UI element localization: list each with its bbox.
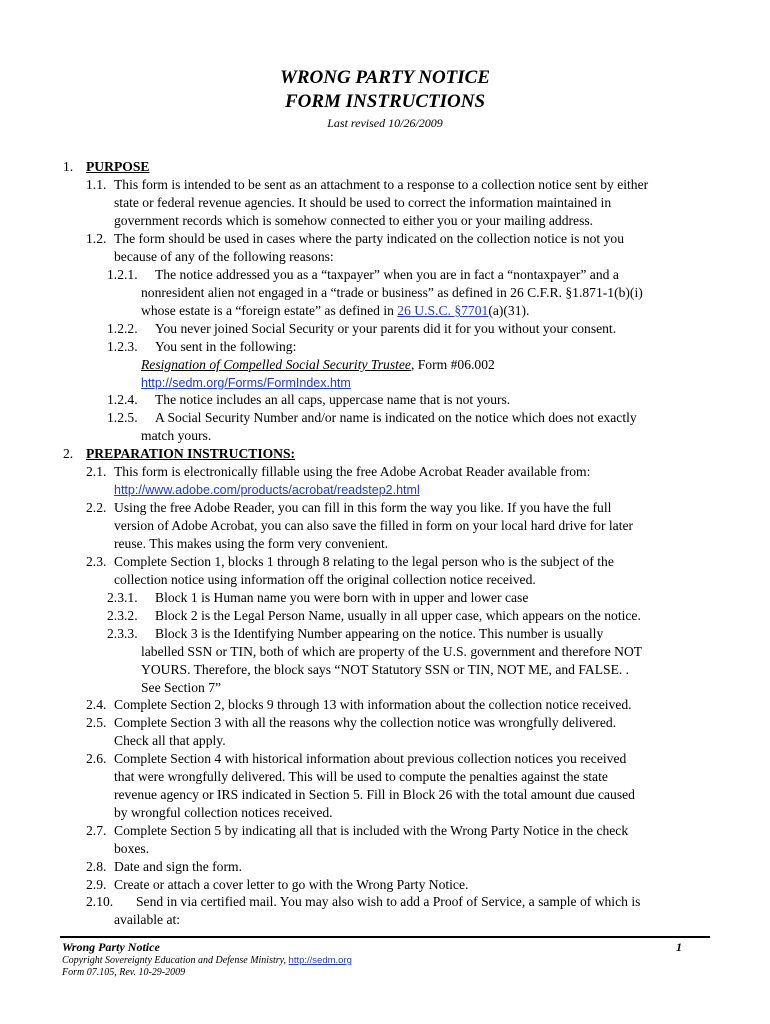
item-1-2-2-text: You never joined Social Security or your parents did it for you without your consent. xyxy=(155,321,617,336)
item-1-2-5-text: A Social Security Number and/or name is indicated on the notice which does not exactly xyxy=(155,410,637,425)
item-2-5-text: Complete Section 3 with all the reasons why the collection notice was wrongfully delivered. xyxy=(114,715,617,730)
item-2-10-text: Send in via certified mail. You may also wish to add a Proof of Service, a sample of which is xyxy=(136,894,641,909)
item-2-3-text: collection notice using information off the original collection notice received. xyxy=(114,572,536,587)
item-1-2-1-text-part: whose estate is a “foreign estate” as defined in xyxy=(141,303,398,318)
item-1-2-3-text: You sent in the following: xyxy=(155,339,297,354)
item-1-2-number: 1.2. xyxy=(86,231,107,246)
item-1-2-1-text-part: (a)(31). xyxy=(488,303,530,318)
item-1-2-text: because of any of the following reasons: xyxy=(114,249,334,264)
item-1-2-4-number: 1.2.4. xyxy=(107,392,138,407)
section-2-number: 2. xyxy=(63,446,74,461)
item-2-3-3-text: YOURS. Therefore, the block says “NOT Statutory SSN or TIN, NOT ME, and FALSE. . xyxy=(141,662,630,677)
item-2-7-text: Complete Section 5 by indicating all that is included with the Wrong Party Notice in the check xyxy=(114,823,629,838)
item-2-7-number: 2.7. xyxy=(86,823,107,838)
item-2-3-3-text: labelled SSN or TIN, both of which are property of the U.S. government and therefore NOT xyxy=(141,644,643,659)
document-subtitle: FORM INSTRUCTIONS xyxy=(284,91,486,112)
item-2-8-number: 2.8. xyxy=(86,859,107,874)
document-title: WRONG PARTY NOTICE xyxy=(279,67,491,88)
form-number-ref: , Form #06.002 xyxy=(410,357,495,372)
item-2-6-text: by wrongful collection notices received. xyxy=(114,805,333,820)
item-2-3-number: 2.3. xyxy=(86,554,107,569)
item-2-2-text: Using the free Adobe Reader, you can fill in this form the way you like. If you have the full xyxy=(114,500,612,515)
item-1-2-3-form-ref xyxy=(141,356,495,374)
footer-divider xyxy=(60,936,710,938)
item-2-5-number: 2.5. xyxy=(86,715,107,730)
section-1-heading: PURPOSE xyxy=(86,159,150,174)
item-2-4-number: 2.4. xyxy=(86,697,107,712)
item-2-3-2-text: Block 2 is the Legal Person Name, usually in all upper case, which appears on the notice. xyxy=(155,608,641,623)
item-2-10-text: available at: xyxy=(114,912,181,927)
section-1-number: 1. xyxy=(63,159,74,174)
footer-title: Wrong Party Notice xyxy=(62,940,160,954)
footer-copyright xyxy=(62,955,352,967)
item-2-4-text: Complete Section 2, blocks 9 through 13 with information about the collection notice received. xyxy=(114,697,632,712)
item-1-2-text: The form should be used in cases where the party indicated on the collection notice is not you xyxy=(114,231,624,246)
item-1-1-text: state or federal revenue agencies. It should be used to correct the information maintained in xyxy=(114,195,612,210)
item-2-6-text: revenue agency or IRS indicated in Section 5. Fill in Block 26 with the total amount due caused xyxy=(114,787,635,802)
item-2-1-number: 2.1. xyxy=(86,464,107,479)
copyright-text: Copyright Sovereignty Education and Defense Ministry, xyxy=(62,955,289,966)
item-1-2-1-text: nonresident alien not engaged in a “trade or business” as defined in 26 C.F.R. §1.871-1(b)(i) xyxy=(141,285,643,300)
item-2-2-text: version of Adobe Acrobat, you can also save the filled in form on your local hard drive for later xyxy=(114,518,634,533)
item-2-10-number: 2.10. xyxy=(86,894,114,909)
item-2-1-text: This form is electronically fillable using the free Adobe Acrobat Reader available from: xyxy=(114,464,591,479)
item-2-3-text: Complete Section 1, blocks 1 through 8 relating to the legal person who is the subject of the xyxy=(114,554,614,569)
item-2-6-number: 2.6. xyxy=(86,751,107,766)
item-1-2-4-text: The notice includes an all caps, uppercase name that is not yours. xyxy=(155,392,511,407)
item-2-8-text: Date and sign the form. xyxy=(114,859,242,874)
item-1-2-1-text: The notice addressed you as a “taxpayer” when you are in fact a “nontaxpayer” and a xyxy=(155,267,619,282)
item-1-2-3-number: 1.2.3. xyxy=(107,339,138,354)
item-2-9-text: Create or attach a cover letter to go with the Wrong Party Notice. xyxy=(114,877,469,892)
item-2-6-text: that were wrongfully delivered. This will be used to compute the penalties against the state xyxy=(114,769,608,784)
item-2-3-3-text: See Section 7” xyxy=(141,680,222,695)
item-1-1-number: 1.1. xyxy=(86,177,107,192)
item-1-2-1-text xyxy=(141,302,529,320)
section-2-heading: PREPARATION INSTRUCTIONS: xyxy=(86,446,296,461)
item-1-1-text: This form is intended to be sent as an attachment to a response to a collection notice sent by either xyxy=(114,177,649,192)
sedm-home-link[interactable]: http://sedm.org xyxy=(288,955,352,966)
item-1-2-2-number: 1.2.2. xyxy=(107,321,138,336)
item-1-2-5-text: match yours. xyxy=(141,428,212,443)
item-1-1-text: government records which is somehow connected to either you or your mailing address. xyxy=(114,213,594,228)
item-2-7-text: boxes. xyxy=(114,841,150,856)
item-2-5-text: Check all that apply. xyxy=(114,733,226,748)
footer-form-number: Form 07.105, Rev. 10-29-2009 xyxy=(62,967,186,978)
sedm-forms-link[interactable]: http://sedm.org/Forms/FormIndex.htm xyxy=(141,376,351,390)
item-2-3-1-number: 2.3.1. xyxy=(107,590,138,605)
page-number: 1 xyxy=(676,940,682,954)
usc-7701-link[interactable]: 26 U.S.C. §7701 xyxy=(397,303,489,318)
item-2-6-text: Complete Section 4 with historical information about previous collection notices you received xyxy=(114,751,627,766)
item-2-3-2-number: 2.3.2. xyxy=(107,608,138,623)
item-2-3-3-text: Block 3 is the Identifying Number appearing on the notice. This number is usually xyxy=(155,626,604,641)
last-revised-date: Last revised 10/26/2009 xyxy=(327,116,443,130)
item-1-2-1-number: 1.2.1. xyxy=(107,267,138,282)
adobe-reader-link[interactable]: http://www.adobe.com/products/acrobat/readstep2.html xyxy=(114,483,420,497)
item-2-3-1-text: Block 1 is Human name you were born with in upper and lower case xyxy=(155,590,529,605)
form-title-ref: Resignation of Compelled Social Security Trustee xyxy=(141,357,411,372)
item-2-9-number: 2.9. xyxy=(86,877,107,892)
item-2-2-number: 2.2. xyxy=(86,500,107,515)
item-2-2-text: reuse. This makes using the form very convenient. xyxy=(114,536,389,551)
item-1-2-5-number: 1.2.5. xyxy=(107,410,138,425)
item-2-3-3-number: 2.3.3. xyxy=(107,626,138,641)
